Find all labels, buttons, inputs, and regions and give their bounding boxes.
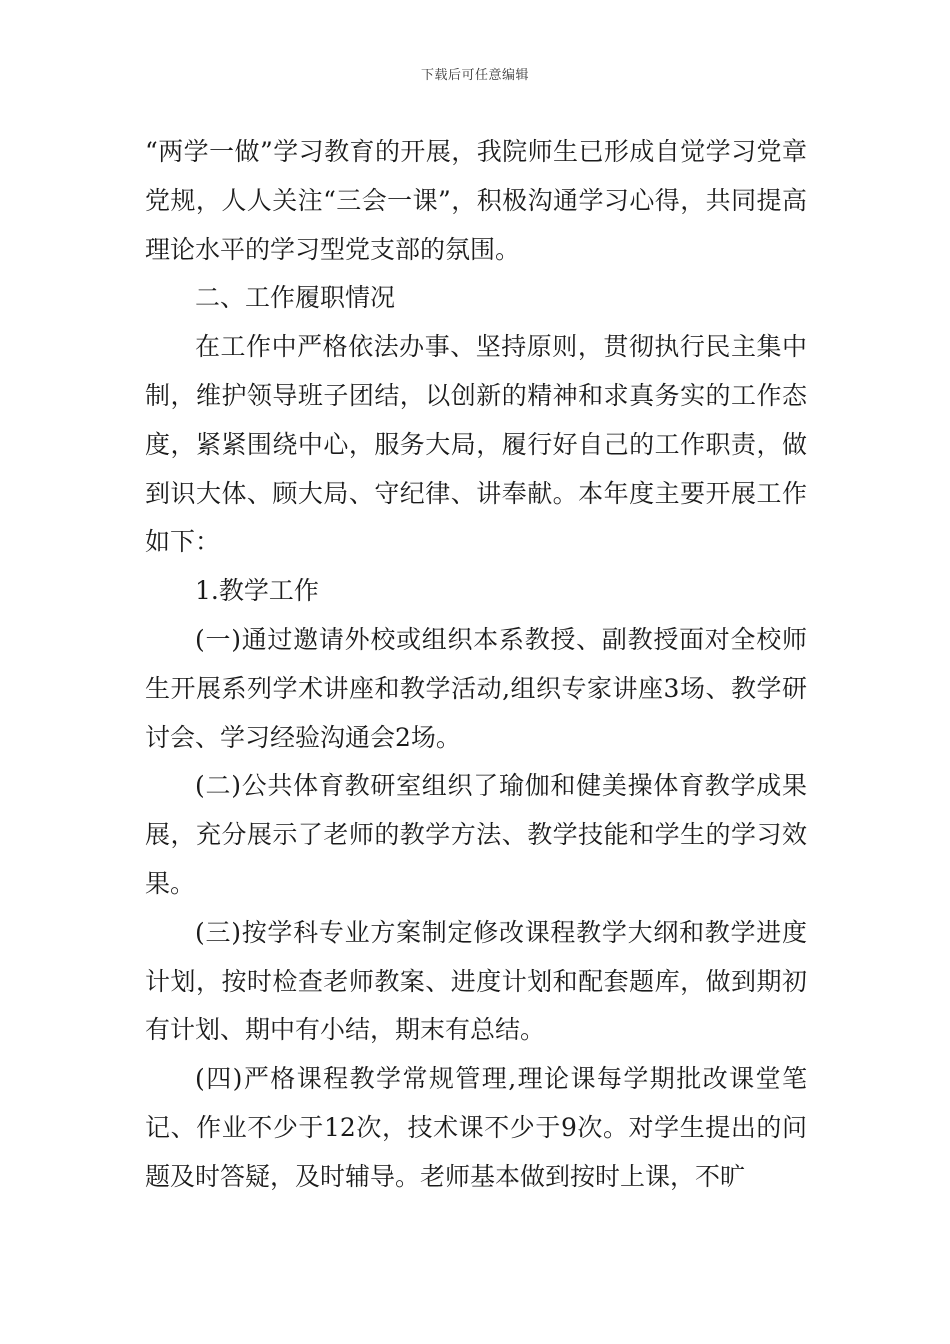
paragraph-item-2: (二)公共体育教研室组织了瑜伽和健美操体育教学成果展，充分展示了老师的教学方法、教学技能和学生的学习效果。 (145, 771, 807, 898)
paragraph-1: “两学一做”学习教育的开展，我院师生已形成自觉学习党章党规，人人关注“三会一课”，积极沟通学习心得，共同提高理论水平的学习型党支部的氛围。 (145, 137, 807, 264)
subheading-teaching-work: 1.教学工作 (195, 576, 319, 606)
document-body (145, 128, 807, 1202)
section-heading-work-duties: 二、工作履职情况 (195, 283, 396, 313)
paragraph-work-overview: 在工作中严格依法办事、坚持原则，贯彻执行民主集中制，维护领导班子团结，以创新的精神和求真务实的工作态度，紧紧围绕中心，服务大局，履行好自己的工作职责，做到识大体、顾大局、守纪律、讲奉献。本年度主要开展工作如下： (145, 332, 807, 557)
paragraph-item-4: (四)严格课程教学常规管理,理论课每学期批改课堂笔记、作业不少于12次，技术课不少于9次。对学生提出的问题及时答疑，及时辅导。老师基本做到按时上课，不旷 (145, 1064, 807, 1191)
paragraph-item-3: (三)按学科专业方案制定修改课程教学大纲和教学进度计划，按时检查老师教案、进度计划和配套题库，做到期初有计划、期中有小结，期末有总结。 (145, 917, 807, 1045)
paragraph-item-1: (一)通过邀请外校或组织本系教授、副教授面对全校师生开展系列学术讲座和教学活动,组织专家讲座3场、教学研讨会、学习经验沟通会2场。 (145, 624, 807, 752)
page-header: 下载后可任意编辑 (420, 68, 529, 83)
